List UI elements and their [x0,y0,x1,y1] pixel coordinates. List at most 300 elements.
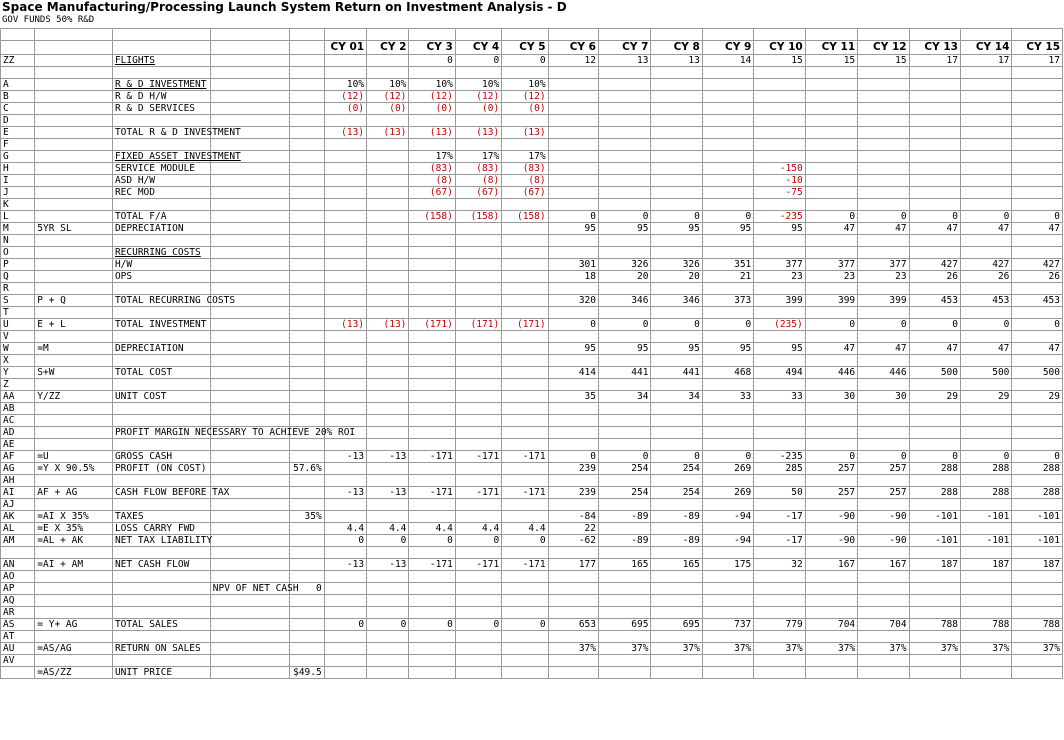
row-id-cell[interactable] [1,546,35,558]
row-id-cell[interactable]: AU [1,642,35,654]
label-cell[interactable]: TOTAL R & D INVESTMENT [112,126,210,138]
value-cell[interactable]: 0 [502,534,548,546]
value-cell[interactable] [651,186,702,198]
label-cell[interactable]: UNIT PRICE [112,666,210,678]
value-cell[interactable]: 0 [805,210,857,222]
value-cell[interactable]: (13) [324,318,366,330]
value-cell[interactable] [858,306,909,318]
value-cell[interactable] [651,150,702,162]
value-cell[interactable]: 35 [548,390,598,402]
cell[interactable] [702,29,753,41]
value-cell[interactable] [651,330,702,342]
value-cell[interactable]: 0 [909,450,960,462]
param-value-cell[interactable] [290,66,324,78]
row-id-cell[interactable]: E [1,126,35,138]
value-cell[interactable] [367,438,409,450]
value-cell[interactable] [805,438,857,450]
value-cell[interactable] [1012,198,1063,210]
value-cell[interactable] [702,654,753,666]
value-cell[interactable] [960,498,1011,510]
label-cell[interactable]: UNIT COST [112,390,210,402]
value-cell[interactable]: 427 [960,258,1011,270]
row-id-cell[interactable]: A [1,78,35,90]
value-cell[interactable] [1012,606,1063,618]
value-cell[interactable] [651,138,702,150]
value-cell[interactable] [455,426,501,438]
value-cell[interactable]: -235 [754,210,805,222]
value-cell[interactable]: 0 [651,450,702,462]
param-value-cell[interactable] [290,258,324,270]
param-value-cell[interactable] [290,438,324,450]
value-cell[interactable] [960,174,1011,186]
value-cell[interactable] [702,102,753,114]
value-cell[interactable] [502,426,548,438]
value-cell[interactable] [367,594,409,606]
formula-cell[interactable] [35,330,113,342]
value-cell[interactable] [367,462,409,474]
value-cell[interactable]: -101 [960,534,1011,546]
row-id-cell[interactable]: X [1,354,35,366]
value-cell[interactable] [702,426,753,438]
value-cell[interactable]: 0 [960,210,1011,222]
value-cell[interactable] [548,426,598,438]
value-cell[interactable] [324,342,366,354]
value-cell[interactable]: 95 [599,222,651,234]
formula-cell[interactable]: =AI + AM [35,558,113,570]
value-cell[interactable]: -10 [754,174,805,186]
value-cell[interactable] [324,234,366,246]
value-cell[interactable] [455,306,501,318]
value-cell[interactable] [324,54,366,66]
value-cell[interactable]: 0 [858,450,909,462]
value-cell[interactable] [599,438,651,450]
value-cell[interactable]: -101 [909,534,960,546]
value-cell[interactable] [702,306,753,318]
value-cell[interactable] [1012,126,1063,138]
param-cell[interactable] [210,630,290,642]
value-cell[interactable]: 0 [324,534,366,546]
value-cell[interactable] [599,522,651,534]
cell[interactable] [1012,29,1063,41]
cell[interactable] [455,29,501,41]
value-cell[interactable]: 0 [960,318,1011,330]
cell[interactable] [502,29,548,41]
value-cell[interactable]: 95 [651,222,702,234]
value-cell[interactable] [409,462,455,474]
value-cell[interactable] [909,474,960,486]
value-cell[interactable] [548,78,598,90]
value-cell[interactable] [324,258,366,270]
value-cell[interactable]: 50 [754,486,805,498]
value-cell[interactable] [409,642,455,654]
value-cell[interactable] [502,582,548,594]
cell[interactable] [367,29,409,41]
formula-cell[interactable] [35,582,113,594]
value-cell[interactable]: 346 [599,294,651,306]
value-cell[interactable]: 453 [960,294,1011,306]
value-cell[interactable] [455,66,501,78]
param-value-cell[interactable] [290,54,324,66]
formula-cell[interactable] [35,138,113,150]
value-cell[interactable] [367,306,409,318]
value-cell[interactable] [367,570,409,582]
formula-cell[interactable] [35,426,113,438]
value-cell[interactable] [599,126,651,138]
value-cell[interactable] [858,630,909,642]
cell[interactable] [210,29,290,41]
label-cell[interactable]: GROSS CASH [112,450,210,462]
value-cell[interactable]: 0 [548,450,598,462]
value-cell[interactable]: -171 [409,558,455,570]
value-cell[interactable]: 704 [805,618,857,630]
value-cell[interactable] [909,234,960,246]
value-cell[interactable] [651,198,702,210]
value-cell[interactable]: -13 [367,450,409,462]
row-id-cell[interactable]: R [1,282,35,294]
param-value-cell[interactable] [290,138,324,150]
value-cell[interactable] [858,582,909,594]
param-cell[interactable] [210,558,290,570]
value-cell[interactable] [960,606,1011,618]
value-cell[interactable] [1012,234,1063,246]
param-cell[interactable] [210,366,290,378]
label-cell[interactable] [112,414,210,426]
value-cell[interactable]: 4.4 [455,522,501,534]
value-cell[interactable]: 15 [805,54,857,66]
formula-cell[interactable] [35,402,113,414]
param-cell[interactable] [210,414,290,426]
value-cell[interactable] [960,306,1011,318]
value-cell[interactable] [909,438,960,450]
param-value-cell[interactable]: $49.5 [290,666,324,678]
value-cell[interactable]: 0 [548,318,598,330]
year-header[interactable]: CY 3 [409,40,455,54]
formula-cell[interactable] [35,78,113,90]
label-cell[interactable] [112,402,210,414]
value-cell[interactable] [502,114,548,126]
value-cell[interactable]: 47 [858,342,909,354]
value-cell[interactable] [1012,282,1063,294]
param-cell[interactable] [210,642,290,654]
value-cell[interactable] [599,594,651,606]
value-cell[interactable] [702,186,753,198]
label-cell[interactable] [112,114,210,126]
param-value-cell[interactable]: 0 [290,582,324,594]
value-cell[interactable] [409,654,455,666]
value-cell[interactable]: (0) [455,102,501,114]
row-id-cell[interactable]: AR [1,606,35,618]
value-cell[interactable]: 95 [702,222,753,234]
param-cell[interactable] [210,450,290,462]
formula-cell[interactable] [35,594,113,606]
value-cell[interactable] [324,474,366,486]
value-cell[interactable] [409,378,455,390]
value-cell[interactable] [324,462,366,474]
value-cell[interactable] [548,546,598,558]
value-cell[interactable] [651,282,702,294]
value-cell[interactable]: 0 [858,318,909,330]
value-cell[interactable]: -171 [502,558,548,570]
row-id-cell[interactable]: AT [1,630,35,642]
value-cell[interactable] [599,306,651,318]
formula-cell[interactable] [35,606,113,618]
value-cell[interactable]: 446 [805,366,857,378]
formula-cell[interactable]: =AI X 35% [35,510,113,522]
value-cell[interactable] [960,234,1011,246]
value-cell[interactable] [702,522,753,534]
value-cell[interactable] [324,222,366,234]
year-header[interactable]: CY 4 [455,40,501,54]
param-value-cell[interactable] [290,378,324,390]
value-cell[interactable] [502,294,548,306]
value-cell[interactable] [502,570,548,582]
param-value-cell[interactable] [290,414,324,426]
value-cell[interactable] [858,78,909,90]
value-cell[interactable] [651,246,702,258]
value-cell[interactable] [909,414,960,426]
value-cell[interactable] [909,162,960,174]
year-header[interactable]: CY 2 [367,40,409,54]
formula-cell[interactable]: =M [35,342,113,354]
value-cell[interactable]: 26 [1012,270,1063,282]
value-cell[interactable] [651,582,702,594]
param-cell[interactable] [210,174,290,186]
value-cell[interactable] [367,366,409,378]
value-cell[interactable]: 0 [324,618,366,630]
param-cell[interactable] [210,162,290,174]
value-cell[interactable] [1012,138,1063,150]
row-id-cell[interactable]: AD [1,426,35,438]
row-id-cell[interactable]: B [1,90,35,102]
value-cell[interactable] [754,474,805,486]
value-cell[interactable] [324,174,366,186]
value-cell[interactable] [858,606,909,618]
value-cell[interactable] [805,630,857,642]
param-cell[interactable]: NPV OF NET CASH [210,582,290,594]
value-cell[interactable]: 187 [909,558,960,570]
value-cell[interactable] [367,162,409,174]
param-cell[interactable] [210,654,290,666]
year-header[interactable]: CY 13 [909,40,960,54]
value-cell[interactable]: -235 [754,450,805,462]
value-cell[interactable]: 26 [960,270,1011,282]
param-value-cell[interactable]: 57.6% [290,462,324,474]
value-cell[interactable]: 0 [367,534,409,546]
value-cell[interactable]: 4.4 [324,522,366,534]
formula-cell[interactable] [35,246,113,258]
value-cell[interactable] [324,294,366,306]
header-cell[interactable] [112,40,210,54]
value-cell[interactable] [754,102,805,114]
value-cell[interactable]: (12) [502,90,548,102]
row-id-cell[interactable]: AQ [1,594,35,606]
value-cell[interactable] [324,354,366,366]
row-id-cell[interactable]: AJ [1,498,35,510]
value-cell[interactable]: 34 [599,390,651,402]
value-cell[interactable] [409,198,455,210]
param-value-cell[interactable] [290,534,324,546]
value-cell[interactable] [324,630,366,642]
value-cell[interactable] [702,582,753,594]
value-cell[interactable]: -89 [599,534,651,546]
label-cell[interactable]: TOTAL INVESTMENT [112,318,210,330]
value-cell[interactable] [367,282,409,294]
value-cell[interactable]: 0 [409,54,455,66]
year-header[interactable]: CY 15 [1012,40,1063,54]
value-cell[interactable] [960,354,1011,366]
formula-cell[interactable]: 5YR SL [35,222,113,234]
value-cell[interactable]: 453 [1012,294,1063,306]
value-cell[interactable]: 23 [805,270,857,282]
label-cell[interactable]: R & D H/W [112,90,210,102]
value-cell[interactable]: 446 [858,366,909,378]
value-cell[interactable] [409,366,455,378]
year-header[interactable]: CY 9 [702,40,753,54]
value-cell[interactable] [599,426,651,438]
value-cell[interactable] [805,330,857,342]
value-cell[interactable] [858,666,909,678]
value-cell[interactable] [1012,546,1063,558]
value-cell[interactable] [909,186,960,198]
formula-cell[interactable] [35,126,113,138]
value-cell[interactable]: 0 [455,534,501,546]
value-cell[interactable] [858,402,909,414]
value-cell[interactable] [324,366,366,378]
value-cell[interactable] [599,570,651,582]
value-cell[interactable] [324,282,366,294]
value-cell[interactable] [805,498,857,510]
value-cell[interactable] [367,546,409,558]
value-cell[interactable] [858,162,909,174]
value-cell[interactable] [367,654,409,666]
value-cell[interactable] [502,438,548,450]
formula-cell[interactable] [35,438,113,450]
label-cell[interactable] [112,654,210,666]
value-cell[interactable] [754,282,805,294]
value-cell[interactable] [651,666,702,678]
row-id-cell[interactable]: AH [1,474,35,486]
value-cell[interactable]: -13 [324,486,366,498]
value-cell[interactable]: (158) [409,210,455,222]
value-cell[interactable]: 29 [909,390,960,402]
value-cell[interactable] [324,582,366,594]
value-cell[interactable] [367,642,409,654]
value-cell[interactable] [367,426,409,438]
value-cell[interactable] [754,78,805,90]
value-cell[interactable] [858,198,909,210]
value-cell[interactable] [548,126,598,138]
value-cell[interactable] [455,378,501,390]
value-cell[interactable] [858,174,909,186]
value-cell[interactable] [367,342,409,354]
param-cell[interactable] [210,330,290,342]
value-cell[interactable] [909,198,960,210]
value-cell[interactable] [455,294,501,306]
param-value-cell[interactable] [290,150,324,162]
value-cell[interactable] [858,522,909,534]
label-cell[interactable]: TOTAL COST [112,366,210,378]
value-cell[interactable] [409,294,455,306]
param-cell[interactable] [210,462,290,474]
value-cell[interactable]: 0 [455,54,501,66]
value-cell[interactable]: 468 [702,366,753,378]
value-cell[interactable]: 47 [909,222,960,234]
value-cell[interactable] [502,414,548,426]
formula-cell[interactable]: =U [35,450,113,462]
value-cell[interactable] [1012,570,1063,582]
value-cell[interactable] [548,186,598,198]
param-cell[interactable] [210,138,290,150]
value-cell[interactable] [367,54,409,66]
year-header[interactable]: CY 5 [502,40,548,54]
value-cell[interactable]: (83) [409,162,455,174]
value-cell[interactable]: 0 [1012,210,1063,222]
param-cell[interactable] [210,114,290,126]
value-cell[interactable] [960,378,1011,390]
value-cell[interactable] [502,198,548,210]
value-cell[interactable] [960,198,1011,210]
param-value-cell[interactable] [290,474,324,486]
cell[interactable] [805,29,857,41]
param-value-cell[interactable] [290,630,324,642]
value-cell[interactable]: 0 [599,210,651,222]
cell[interactable] [960,29,1011,41]
value-cell[interactable] [409,402,455,414]
value-cell[interactable]: (13) [367,126,409,138]
value-cell[interactable]: 399 [754,294,805,306]
value-cell[interactable]: 288 [960,486,1011,498]
value-cell[interactable]: 37% [1012,642,1063,654]
value-cell[interactable] [548,378,598,390]
value-cell[interactable]: 377 [805,258,857,270]
value-cell[interactable] [599,414,651,426]
value-cell[interactable] [960,522,1011,534]
value-cell[interactable] [754,414,805,426]
row-id-cell[interactable]: N [1,234,35,246]
value-cell[interactable] [409,630,455,642]
value-cell[interactable]: 326 [651,258,702,270]
value-cell[interactable]: 399 [805,294,857,306]
value-cell[interactable] [1012,594,1063,606]
formula-cell[interactable] [35,498,113,510]
value-cell[interactable] [455,654,501,666]
value-cell[interactable] [909,102,960,114]
value-cell[interactable] [548,246,598,258]
value-cell[interactable] [455,666,501,678]
value-cell[interactable]: 239 [548,462,598,474]
value-cell[interactable] [409,234,455,246]
value-cell[interactable] [599,186,651,198]
param-cell[interactable] [210,54,290,66]
value-cell[interactable] [754,570,805,582]
value-cell[interactable] [502,666,548,678]
value-cell[interactable] [502,138,548,150]
value-cell[interactable] [1012,66,1063,78]
value-cell[interactable] [455,414,501,426]
value-cell[interactable]: (83) [455,162,501,174]
value-cell[interactable]: 0 [651,318,702,330]
cell[interactable] [754,29,805,41]
row-id-cell[interactable] [1,66,35,78]
value-cell[interactable] [324,150,366,162]
value-cell[interactable] [702,666,753,678]
value-cell[interactable] [805,426,857,438]
formula-cell[interactable]: P + Q [35,294,113,306]
value-cell[interactable]: 788 [909,618,960,630]
value-cell[interactable] [805,114,857,126]
value-cell[interactable] [754,198,805,210]
value-cell[interactable] [754,522,805,534]
